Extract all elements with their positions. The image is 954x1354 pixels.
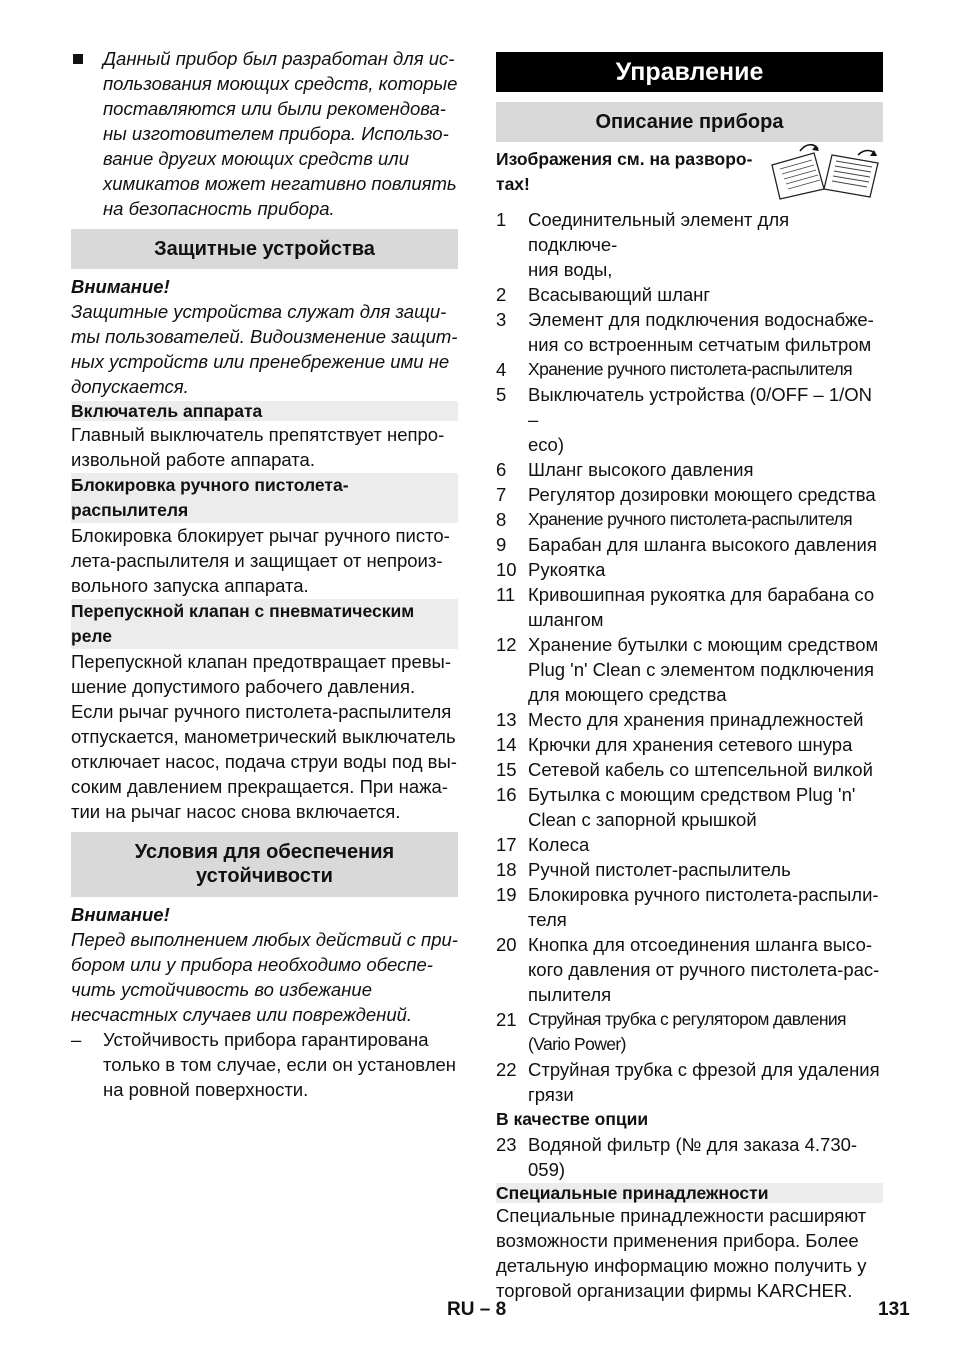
text-line: поставляются или были рекомендова- — [103, 98, 446, 119]
main-title: Управление — [496, 52, 883, 92]
list-item — [496, 782, 883, 832]
list-item — [496, 382, 883, 457]
item-number: 7 — [496, 484, 507, 505]
text-line: вольного запуска аппарата. — [71, 575, 309, 596]
item-number: 19 — [496, 884, 517, 905]
list-item — [496, 557, 883, 582]
text-line: на ровной поверхности. — [103, 1079, 309, 1100]
text-line: Условия для обеспечения — [134, 841, 395, 863]
item-text: Крючки для хранения сетевого шнура — [528, 734, 853, 755]
list-item — [496, 207, 883, 282]
text-line: Перепускной клапан предотвращает превы- — [71, 651, 452, 672]
list-item — [496, 1132, 883, 1182]
item-text: пылителя — [528, 984, 612, 1005]
item-text: Выключатель устройства (0/OFF – 1/ON – — [528, 384, 873, 430]
item-number: 5 — [496, 384, 507, 405]
item-text: Регулятор дозировки моющего средства — [528, 484, 876, 505]
text-line: тии на рычаг насос снова включается. — [71, 801, 401, 822]
square-bullet-icon — [73, 54, 83, 64]
item-number: 2 — [496, 284, 507, 305]
item-number: 14 — [496, 734, 517, 755]
text-line: распылителя — [71, 500, 189, 520]
item-number: 3 — [496, 309, 507, 330]
item-text: Хранение бутылки с моющим средством — [528, 634, 879, 655]
see-figures-block — [496, 147, 883, 207]
list-item — [496, 932, 883, 1007]
footer-section-label: RU – 8 — [447, 1299, 507, 1320]
list-item — [496, 757, 883, 782]
item-number: 15 — [496, 759, 517, 780]
text-line: ных устройств или пренебрежение ими не — [71, 351, 450, 372]
subheading-bypass-valve — [71, 599, 458, 649]
text-line: Устойчивость прибора гарантирована — [103, 1029, 429, 1050]
item-number: 4 — [496, 359, 507, 380]
text-line: устойчивости — [196, 865, 333, 887]
list-item — [496, 532, 883, 557]
page-number: 131 — [878, 1299, 910, 1320]
item-text: Всасывающий шланг — [528, 284, 711, 305]
list-item — [496, 582, 883, 632]
text-line: на безопасность прибора. — [103, 198, 335, 219]
text-line: Данный прибор был разработан для ис- — [103, 48, 455, 69]
item-number: 8 — [496, 509, 507, 530]
attention-block-2 — [71, 902, 458, 1027]
text-line: соким давлением прекращается. При нажа- — [71, 776, 448, 797]
item-text: кого давления от ручного пистолета-рас- — [528, 959, 880, 980]
item-text: Элемент для подключения водоснабже- — [528, 309, 874, 330]
item-number: 11 — [496, 584, 516, 605]
text-line: отпускается, манометрический выключатель — [71, 726, 456, 747]
section-title-description: Описание прибора — [496, 102, 883, 142]
text-line: отключает насос, подача струи воды под вы- — [71, 751, 457, 772]
item-number: 22 — [496, 1059, 517, 1080]
item-number: 20 — [496, 934, 517, 955]
text-line: Специальные принадлежности расширяют — [496, 1205, 867, 1226]
item-text: Шланг высокого давления — [528, 459, 754, 480]
list-item — [496, 457, 883, 482]
item-text: шлангом — [528, 609, 604, 630]
list-item — [496, 357, 883, 382]
left-column — [71, 44, 458, 1102]
text-line: только в том случае, если он установлен — [103, 1054, 456, 1075]
item-text: Струйная трубка с фрезой для удаления — [528, 1059, 880, 1080]
text-line: химикатов может негативно повлиять — [103, 173, 457, 194]
item-text: грязи — [528, 1084, 574, 1105]
item-text: Рукоятка — [528, 559, 606, 580]
list-item — [496, 732, 883, 757]
item-text: Блокировка ручного пистолета-распыли- — [528, 884, 879, 905]
accessories-text — [496, 1203, 883, 1303]
item-text: Водяной фильтр (№ для заказа 4.730- — [528, 1134, 858, 1155]
item-number: 16 — [496, 784, 517, 805]
attention-label: Внимание! — [71, 904, 170, 925]
attention-label: Внимание! — [71, 276, 170, 297]
item-text: Кнопка для отсоединения шланга высо- — [528, 934, 873, 955]
item-text: Струйная трубка с регулятором давления — [528, 1009, 846, 1029]
item-text: ния со встроенным сетчатым фильтром — [528, 334, 872, 355]
item-text: ния воды, — [528, 259, 613, 280]
stability-dash-item — [71, 1027, 458, 1102]
open-book-icon — [766, 143, 884, 203]
text-line: несчастных случаев или повреждений. — [71, 1004, 413, 1025]
item-text: Место для хранения принадлежностей — [528, 709, 864, 730]
item-text: Ручной пистолет-распылитель — [528, 859, 791, 880]
section-title-stability — [71, 832, 458, 897]
parts-list — [496, 207, 883, 1107]
bypass-valve-text — [71, 649, 458, 824]
text-line: ты пользователей. Видоизменение защит- — [71, 326, 458, 347]
list-item — [496, 1057, 883, 1107]
text-line: торговой организации фирмы KARCHER. — [496, 1280, 853, 1301]
text-line: Блокировка ручного пистолета- — [71, 475, 349, 495]
dash-bullet: – — [71, 1029, 82, 1050]
list-item — [496, 307, 883, 357]
item-text: Соединительный элемент для подключе- — [528, 209, 790, 255]
trigger-lock-text — [71, 523, 458, 598]
item-text: Колеса — [528, 834, 590, 855]
item-number: 10 — [496, 559, 517, 580]
attention-text — [71, 299, 458, 399]
text-line: Главный выключатель препятствует непро- — [71, 424, 445, 445]
item-number: 17 — [496, 834, 517, 855]
item-text: 059) — [528, 1159, 566, 1180]
text-line: тах! — [496, 174, 530, 194]
list-item — [496, 482, 883, 507]
text-line: возможности применения прибора. Более — [496, 1230, 859, 1251]
item-number: 13 — [496, 709, 517, 730]
list-item — [496, 632, 883, 707]
item-text: Барабан для шланга высокого давления — [528, 534, 877, 555]
text-line: детальную информацию можно получить у — [496, 1255, 867, 1276]
option-title: В качестве опции — [496, 1109, 649, 1129]
item-text: Кривошипная рукоятка для барабана со — [528, 584, 875, 605]
list-item — [496, 507, 883, 532]
text-line: Защитные устройства служат для защи- — [71, 301, 447, 322]
text-line: Если рычаг ручного пистолета-распылителя — [71, 701, 452, 722]
item-text: eco) — [528, 434, 564, 455]
item-text: для моющего средства — [528, 684, 727, 705]
text-line: шение допустимого рабочего давления. — [71, 676, 416, 697]
text-line: пользования моющих средств, которые — [103, 73, 458, 94]
text-line: Перед выполнением любых действий с при- — [71, 929, 458, 950]
text-line: допускается. — [71, 376, 189, 397]
item-text: Бутылка с моющим средством Plug 'n' — [528, 784, 856, 805]
item-text: Clean с запорной крышкой — [528, 809, 757, 830]
text-line: Блокировка блокирует рычаг ручного писто- — [71, 525, 450, 546]
item-number: 12 — [496, 634, 517, 655]
list-item — [496, 882, 883, 932]
item-number: 21 — [496, 1009, 517, 1030]
item-text: теля — [528, 909, 567, 930]
see-figures-text — [496, 147, 786, 197]
right-column — [496, 52, 883, 1303]
list-item — [496, 1007, 883, 1057]
text-line: вание других моющих средств или — [103, 148, 410, 169]
item-number: 6 — [496, 459, 507, 480]
list-item — [496, 857, 883, 882]
text-line: Изображения см. на разворо- — [496, 149, 753, 169]
item-text: Сетевой кабель со штепсельной вилкой — [528, 759, 873, 780]
item-number: 1 — [496, 209, 507, 230]
item-text: Plug 'n' Clean с элементом подключения — [528, 659, 875, 680]
intro-bullet-text — [103, 46, 458, 221]
item-number: 9 — [496, 534, 507, 555]
item-number: 23 — [496, 1134, 517, 1155]
attention-text — [71, 927, 458, 1027]
main-switch-text — [71, 422, 458, 472]
subheading-main-switch: Включатель аппарата — [71, 401, 458, 421]
intro-bullet — [71, 46, 458, 221]
text-line: реле — [71, 626, 113, 646]
item-text: (Vario Power) — [528, 1034, 626, 1054]
list-item — [496, 707, 883, 732]
stability-dash-text — [103, 1027, 458, 1102]
subheading-trigger-lock — [71, 473, 458, 523]
text-line: ны изготовителем прибора. Использо- — [103, 123, 449, 144]
text-line: лета-распылителя и защищает от непроиз- — [71, 550, 443, 571]
text-line: бором или у прибора необходимо обеспе- — [71, 954, 433, 975]
section-title-safety: Защитные устройства — [71, 229, 458, 269]
item-text: Хранение ручного пистолета-распылителя — [528, 359, 852, 379]
item-number: 18 — [496, 859, 517, 880]
item-text: Хранение ручного пистолета-распылителя — [528, 509, 852, 529]
option-list — [496, 1132, 883, 1182]
attention-block-1 — [71, 274, 458, 399]
subheading-accessories: Специальные принадлежности — [496, 1183, 883, 1203]
text-line: чить устойчивость во избежание — [71, 979, 372, 1000]
text-line: Перепускной клапан с пневматическим — [71, 601, 415, 621]
list-item — [496, 832, 883, 857]
text-line: извольной работе аппарата. — [71, 449, 315, 470]
list-item — [496, 282, 883, 307]
